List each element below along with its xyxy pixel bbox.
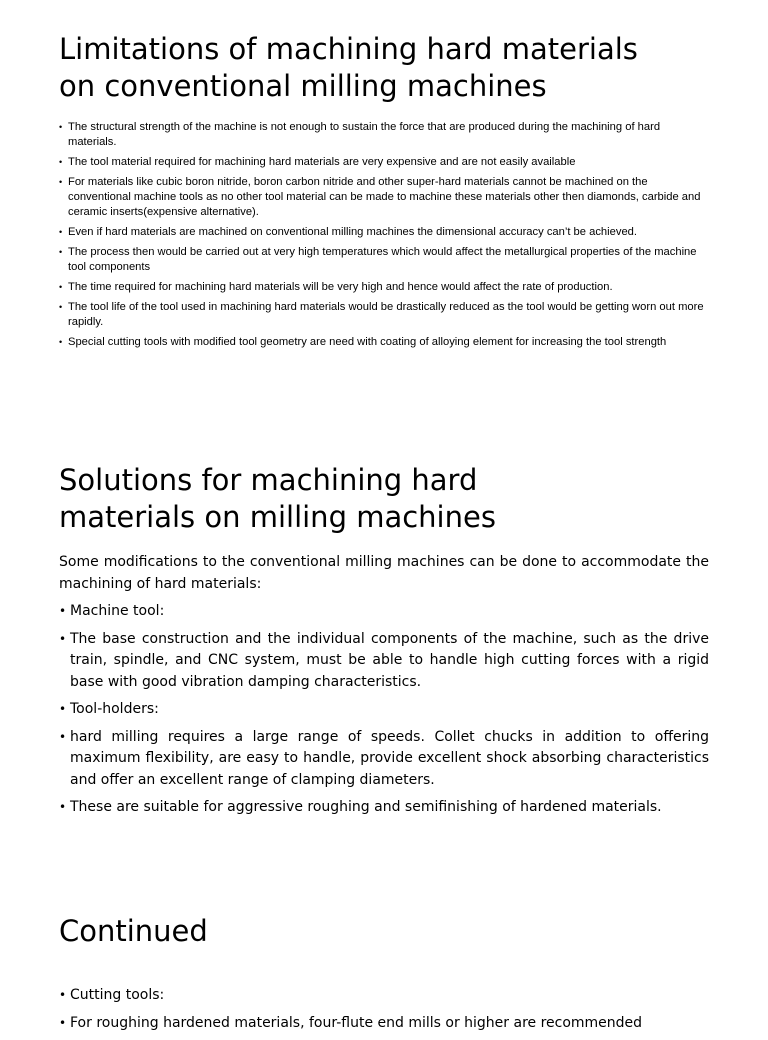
bullet-icon: • xyxy=(59,337,63,347)
bullet-icon: • xyxy=(59,122,63,132)
continued-list xyxy=(59,985,709,1040)
bullet-icon: • xyxy=(59,1015,67,1030)
list-item: • For roughing hardened materials, four-flute end mills or higher are recommended xyxy=(59,1013,709,1035)
list-item: • Cutting tools: xyxy=(59,985,709,1007)
intro-paragraph: Some modifications to the conventional milling machines can be done to accommodate the machining of hard materials: xyxy=(59,554,709,592)
slide-title: Continued xyxy=(59,914,208,948)
bullet-icon: • xyxy=(59,177,63,187)
bullet-icon: • xyxy=(59,227,63,237)
bullet-icon: • xyxy=(59,247,63,257)
list-item: • Tool-holders: xyxy=(59,699,709,721)
bullet-icon: • xyxy=(59,800,67,814)
bullet-icon: • xyxy=(59,157,63,167)
list-item: • Machine tool: xyxy=(59,601,709,623)
list-item: • These are suitable for aggressive roughing and semifinishing of hardened materials. xyxy=(59,797,709,819)
list-item: • The base construction and the individual components of the machine, such as the drive train, spindle, and CNC system, must be able to handle high cutting forces with a rigid base with good vibration damping characteristics. xyxy=(59,630,709,690)
list-item: • The process then would be carried out at very high temperatures which would affect the metallurgical properties of the machine tool components xyxy=(59,246,697,273)
list-item: • The time required for machining hard materials will be very high and hence would affect the rate of production. xyxy=(59,281,613,293)
bullet-icon: • xyxy=(59,604,67,618)
list-item: • The tool material required for machining hard materials are very expensive and are not easily available xyxy=(59,156,576,168)
list-item: • Special cutting tools with modified tool geometry are need with coating of alloying element for increasing the tool strength xyxy=(59,336,667,348)
title-line-2: materials on milling machines xyxy=(59,500,496,534)
list-item: • For materials like cubic boron nitride, boron carbon nitride and other super-hard materials cannot be machined on the conventional machine tools as no other tool material can be made to machine these materials other then diamonds, carbide and ceramic inserts(expensive alternative). xyxy=(59,176,701,218)
list-item: • Even if hard materials are machined on conventional milling machines the dimensional accuracy can’t be achieved. xyxy=(59,226,638,238)
bullet-icon: • xyxy=(59,302,63,312)
bullet-icon: • xyxy=(59,702,67,716)
title-line-2: on conventional milling machines xyxy=(59,69,547,103)
list-item: • The tool life of the tool used in machining hard materials would be drastically reduced as the tool would be getting worn out more rapidly. xyxy=(59,301,704,328)
bullet-icon: • xyxy=(59,282,63,292)
list-item: • The structural strength of the machine is not enough to sustain the force that are produced during the machining of hard materials. xyxy=(59,121,661,148)
title-line-1: Limitations of machining hard materials xyxy=(59,32,638,66)
bullet-icon: • xyxy=(59,631,67,646)
bullet-icon: • xyxy=(59,729,67,744)
title-line-1: Solutions for machining hard xyxy=(59,463,478,497)
list-item: • hard milling requires a large range of speeds. Collet chucks in addition to offering maximum flexibility, are easy to handle, provide excellent shock absorbing characteristics and offer an excellent range of clamping diameters. xyxy=(59,728,709,788)
bullet-icon: • xyxy=(59,988,67,1002)
